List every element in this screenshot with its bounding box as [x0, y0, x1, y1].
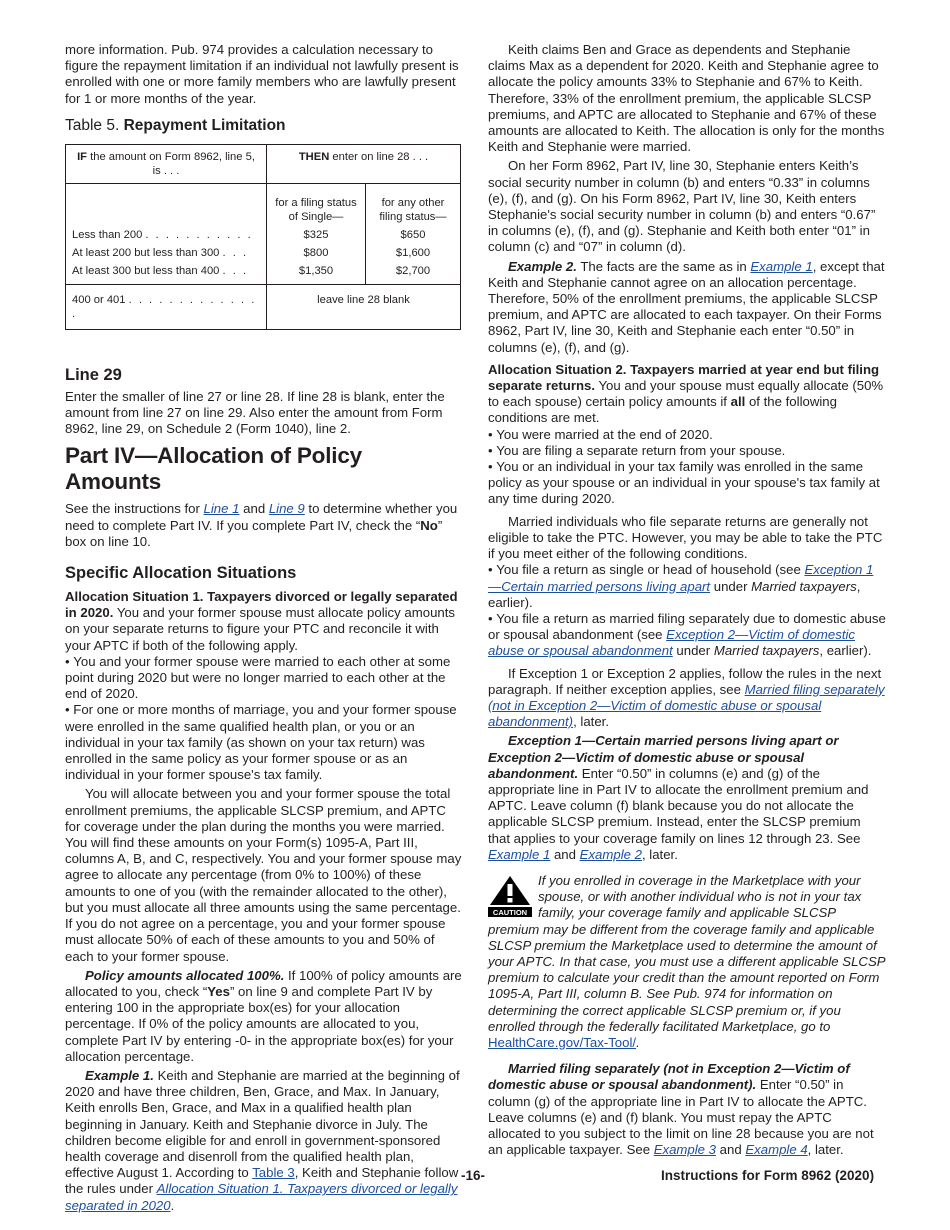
married-individuals-paragraph: Married individuals who file separate returns are generally not eligible to take the PTC. However, you may be able to take the PTC if you meet either of the following conditions.	[488, 513, 883, 562]
part4-heading: Part IV—Allocation of Policy Amounts	[65, 443, 362, 495]
example-2-link[interactable]: Example 2	[579, 846, 642, 862]
table-header-then: THEN enter on line 28 . . .	[267, 144, 461, 183]
repayment-limitation-table	[65, 144, 461, 330]
form-title-footer: Instructions for Form 8962 (2020)	[661, 1168, 875, 1183]
line1-link[interactable]: Line 1	[203, 501, 240, 517]
table-row: Less than 200 . . . . . . . . . . . $325 $650	[66, 226, 461, 244]
table3-link[interactable]: Table 3	[252, 1165, 295, 1181]
exception-rules-paragraph: If Exception 1 or Exception 2 applies, follow the rules in the next paragraph. If neither exception applies, see Married filing separately (not in Exception 2—Victim of domestic abuse or spousal abandonment), later.	[488, 665, 885, 730]
list-item: • For one or more months of marriage, you and your former spouse were enrolled in the same qualified health plan, or you or an individual in your tax family (as shown on your tax return) was enrolled in the same policy as your former spouse or as an individual in your former spouse's tax family.	[65, 702, 462, 783]
table-row: At least 300 but less than 400 . . . $1,350 $2,700	[66, 262, 461, 285]
list-item: • You are filing a separate return from your spouse.	[488, 443, 886, 459]
exception-2-link[interactable]: Exception 2—Victim of domestic abuse or spousal abandonment	[488, 627, 856, 659]
exception-1-2-paragraph: Exception 1—Certain married persons living apart or Exception 2—Victim of domestic abuse or spousal abandonment. Enter “0.50” in columns (e) and (g) of the appropriate line in Part IV to allocate the enrollment premium and APTC. Leave column (f) blank because you do not allocate the applicable SLCSP premium. Instead, enter the SLCSP premium that applies to your coverage family on lines 12 through 23. See Example 1 and Example 2, later.	[488, 733, 869, 862]
married-filing-separately-paragraph: Married filing separately (not in Exception 2—Victim of domestic abuse or spousal abandonment). Enter “0.50” in column (g) of the appropriate line in Part IV to allocate the APTC. Leave columns (e) and (f) blank. You must repay the APTC allocated to you subject to the limit on line 28 because you are not an applicable taxpayer. See Example 3 and Example 4, later.	[488, 1061, 874, 1158]
example-4-link[interactable]: Example 4	[745, 1142, 808, 1158]
allocation-situation-1-link[interactable]: Allocation Situation 1. Taxpayers divorced or legally separated in 2020	[65, 1181, 458, 1213]
line29-text: Enter the smaller of line 27 or line 28. If line 28 is blank, enter the amount from line 27 on line 29. Also enter the amount from Form 8962, line 29, on Schedule 2 (Form 1040), line 2.	[65, 388, 445, 437]
page-number: -16-	[461, 1168, 486, 1183]
example-1-link[interactable]: Example 1	[750, 258, 813, 274]
line29-heading: Line 29	[65, 365, 122, 384]
table-header-if: IF the amount on Form 8962, line 5, is . . .	[66, 144, 267, 183]
example-3-link[interactable]: Example 3	[653, 1142, 717, 1158]
table-row: At least 200 but less than 300 . . . $800 $1,600	[66, 244, 461, 262]
list-item: • You or an individual in your tax family was enrolled in the same policy as your spouse or an individual in your spouse's tax family at any time during 2020.	[488, 459, 886, 508]
table-subheader-other: for any other filing status—	[366, 196, 461, 226]
right-column	[488, 42, 886, 1158]
table-caption: Table 5. Repayment Limitation	[65, 116, 286, 134]
caution-note	[488, 873, 886, 1051]
line9-link[interactable]: Line 9	[268, 501, 305, 517]
caution-text: If you enrolled in coverage in the Marketplace with your spouse, or with another individual who is not in your tax family, your coverage family and applicable SLCSP premium may be different from the coverage family and applicable SLCSP premium the Marketplace used to determine the amount of your APTC. In that case, you must use a different applicable SLCSP premium to calculate your credit than the amount reported on Form 1095-A, Part III, column B. See Pub. 974 for information on determining the correct applicable SLCSP premium or, if you enrolled through the federally facilitated Marketplace, go to HealthCare.gov/Tax-Tool/.	[488, 872, 886, 1050]
svg-text:CAUTION: CAUTION	[492, 907, 528, 917]
intro-paragraph: more information. Pub. 974 provides a calculation necessary to figure the repayment limitation if an individual not lawfully present is enrolled with one or more family members who are lawfully present for 1 or more months of the year.	[65, 42, 459, 106]
table-subheader-single: for a filing status of Single—	[267, 196, 366, 226]
example-1-form-entries: On her Form 8962, Part IV, line 30, Stephanie enters Keith’s social security number in column (b) and enters “0.33” in columns (e), (f), and (g). On his Form 8962, Part IV, line 30, Keith enters Stephanie's social security number in column (b) and enters “0.67” in columns (e), (f), and (g). Stephanie and Keith both enter “01” in column (c) and “07” in column (d).	[488, 158, 876, 255]
example-1-continued: Keith claims Ben and Grace as dependents and Stephanie claims Max as a dependent for 2020. Keith and Stephanie agree to allocate the policy amounts 33% to Stephanie and 67% to Keith. Therefore, 33% of the enrollment premium, the applicable SLCSP premiums, and APTC are allocated to Stephanie and 67% of these amounts are allocated to Keith. The allocation is only for the months Keith and Stephanie were married.	[488, 42, 885, 155]
allocation-situation-1: Allocation Situation 1. Taxpayers divorced or legally separated in 2020. You and your former spouse must allocate policy amounts on your separate returns to figure your PTC and reconcile it with your APTC if both of the following apply.	[65, 589, 458, 653]
table-row: 400 or 401 . . . . . . . . . . . . . . leave line 28 blank	[66, 284, 461, 329]
example-2: Example 2. The facts are the same as in Example 1, except that Keith and Stephanie cannot agree on an allocation percentage. Therefore, 50% of the enrollment premiums, the applicable SLCSP premium, and APTC are allocated to each taxpayer. On their Forms 8962, Part IV, line 30, Keith and Stephanie each enter “0.50” in columns (e), (f), and (g).	[488, 258, 885, 355]
list-item: • You file a return as married filing separately due to domestic abuse or spousal abandonment (see Exception 2—Victim of domestic abuse or spousal abandonment under Married taxpayers, earlier).	[488, 611, 886, 660]
list-item: • You and your former spouse were married to each other at some point during 2020 but were no longer married to each other at the end of 2020.	[65, 654, 462, 703]
specific-situations-heading: Specific Allocation Situations	[65, 564, 297, 583]
list-item: • You file a return as single or head of household (see Exception 1—Certain married persons living apart under Married taxpayers, earlier).	[488, 562, 886, 611]
example-1-link[interactable]: Example 1	[488, 846, 551, 862]
part4-intro: See the instructions for Line 1 and Line 9 to determine whether you need to complete Part IV. If you complete Part IV, check the “No” box on line 10.	[65, 501, 458, 549]
left-column	[65, 42, 462, 1214]
example-1: Example 1. Keith and Stephanie are married at the beginning of 2020 and have three children, Ben, Grace, and Max. In January, Keith enrolls Ben, Grace, and Max in a qualified health plan beginning in January. Keith and Stephanie divorce in July. The children become eligible for and enroll in government-sponsored health coverage and disenroll from the qualified health plan, effective August 1. According to Table 3, Keith and Stephanie follow the rules under Allocation Situation 1. Taxpayers divorced or legally separated in 2020.	[65, 1067, 460, 1213]
healthcare-gov-link[interactable]: HealthCare.gov/Tax-Tool/	[488, 1034, 637, 1050]
allocation-paragraph: You will allocate between you and your former spouse the total enrollment premiums, the applicable SLCSP premium, and APTC for coverage under the plan during the months you were married. You will find these amounts on your Form(s) 1095-A, Part III, columns A, B, and C, respectively. You and your former spouse may agree to allocate any percentage (from 0% to 100%) of these amounts to one of you (with the remainder allocated to the other), but you must allocate all three amounts using the same percentage. If you do not agree on a percentage, you and your former spouse must allocate 50% of each of these amounts to you and 50% of each to your former spouse.	[65, 786, 462, 964]
caution-icon	[488, 875, 532, 917]
exception-1-link[interactable]: Exception 1—Certain married persons living apart	[488, 562, 874, 594]
list-item: • You were married at the end of 2020.	[488, 427, 886, 443]
allocation-situation-2: Allocation Situation 2. Taxpayers married at year end but filing separate returns. You and your spouse must equally allocate (50% to each spouse) certain policy amounts if all of the following conditions are met.	[488, 361, 884, 426]
policy-amounts-100: Policy amounts allocated 100%. If 100% of policy amounts are allocated to you, check “Yes” on line 9 and complete Part IV by entering 100 in the appropriate box(es) for your allocation percentage. If 0% of the policy amounts are allocated to you, complete Part IV by entering -0- in the appropriate box(es) for your allocation percentage.	[65, 967, 462, 1064]
married-filing-separately-link[interactable]: Married filing separately (not in Exception 2—Victim of domestic abuse or spousal abandonment)	[488, 681, 885, 730]
